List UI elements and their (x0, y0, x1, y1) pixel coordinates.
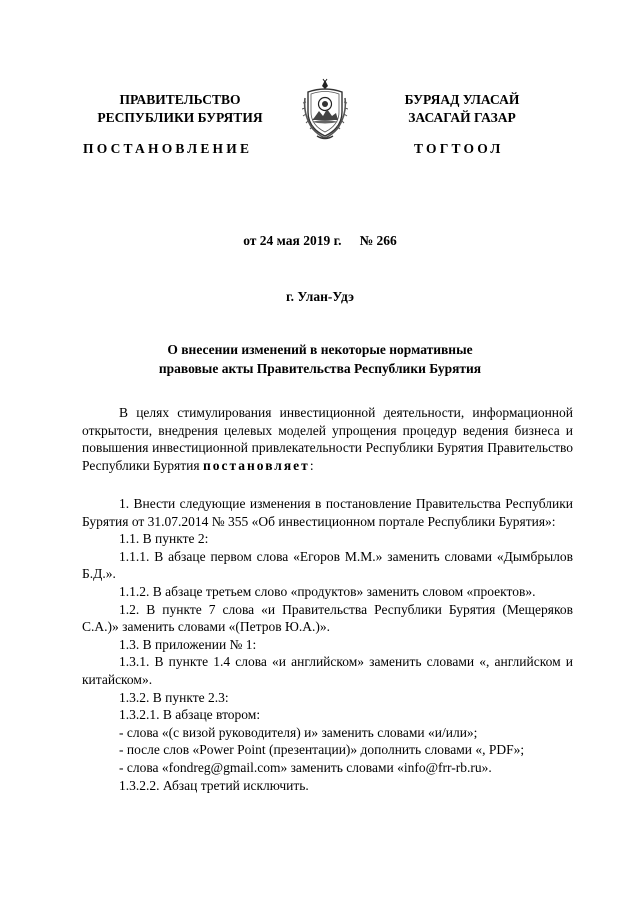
title-line1: О внесении изменений в некоторые нормативные (167, 342, 473, 357)
item-paragraph: 1.1.1. В абзаце первом слова «Егоров М.М.» заменить словами «Дымбрылов Б.Д.». (82, 548, 573, 582)
item-paragraph: 1.1.2. В абзаце третьем слово «продуктов» заменить словом «проектов». (119, 583, 536, 599)
item-paragraph: 1.3.2. В пункте 2.3: (119, 689, 229, 705)
coat-of-arms-emblem (302, 78, 348, 142)
decree-title (0, 340, 640, 378)
city-name: г. Улан-Удэ (286, 289, 354, 304)
intro-colon: : (309, 457, 314, 473)
header-right-line1: БУРЯАД УЛАСАЙ (404, 92, 520, 107)
item-paragraph: 1.1. В пункте 2: (119, 531, 209, 547)
item-paragraph: - слова «fondreg@gmail.com» заменить словами «info@frr-rb.ru». (119, 759, 492, 775)
header-government-ru (80, 91, 280, 127)
header-left-line2: РЕСПУБЛИКИ БУРЯТИЯ (97, 110, 263, 125)
item-paragraph: 1.3.1. В пункте 1.4 слова «и английском» заменить словами «, английском и китайском». (82, 654, 573, 687)
decree-word: постановляет (202, 457, 310, 473)
intro-paragraph (82, 404, 573, 474)
item-paragraph: - после слов «Power Point (презентации)» дополнить словами «, PDF»; (119, 742, 525, 758)
item-paragraph: - слова «(с визой руководителя) и» заменить словами «и/или»; (119, 724, 478, 740)
decree-items (82, 495, 573, 794)
doc-type-bua: ТОГТООЛ (414, 141, 504, 156)
item-paragraph: 1. Внести следующие изменения в постановление Правительства Республики Бурятия от 31.07.2014 № 355 «Об инвестиционном портале Республики Бурятия»: (82, 496, 573, 529)
item-paragraph: 1.2. В пункте 7 слова «и Правительства Республики Бурятия (Мещеряков С.А.)» заменить словами «(Петров Ю.А.)». (82, 601, 573, 635)
header-left-line1: ПРАВИТЕЛЬСТВО (119, 92, 241, 107)
decree-date: от 24 мая 2019 г. (243, 233, 342, 248)
intro-text (82, 404, 573, 474)
header-government-bua (372, 91, 552, 127)
decree-number: № 266 (359, 233, 397, 248)
doc-type-ru: ПОСТАНОВЛЕНИЕ (83, 141, 253, 156)
decree-date-line (0, 233, 640, 249)
item-paragraph: 1.3.2.1. В абзаце втором: (119, 707, 261, 723)
item-paragraph: 1.3. В приложении № 1: (119, 636, 257, 652)
title-line2: правовые акты Правительства Республики Бурятия (158, 361, 482, 376)
intro-body: В целях стимулирования инвестиционной деятельности, информационной открытости, внедрения целевых моделей упрощения процедур ведения бизнеса и повышения инвестиционной привлекательности Республики Бурятия Правительство Республики Бурятия (82, 405, 573, 473)
item-paragraph: 1.3.2.2. Абзац третий исключить. (119, 777, 309, 793)
header-right-line2: ЗАСАГАЙ ГАЗАР (408, 110, 516, 125)
